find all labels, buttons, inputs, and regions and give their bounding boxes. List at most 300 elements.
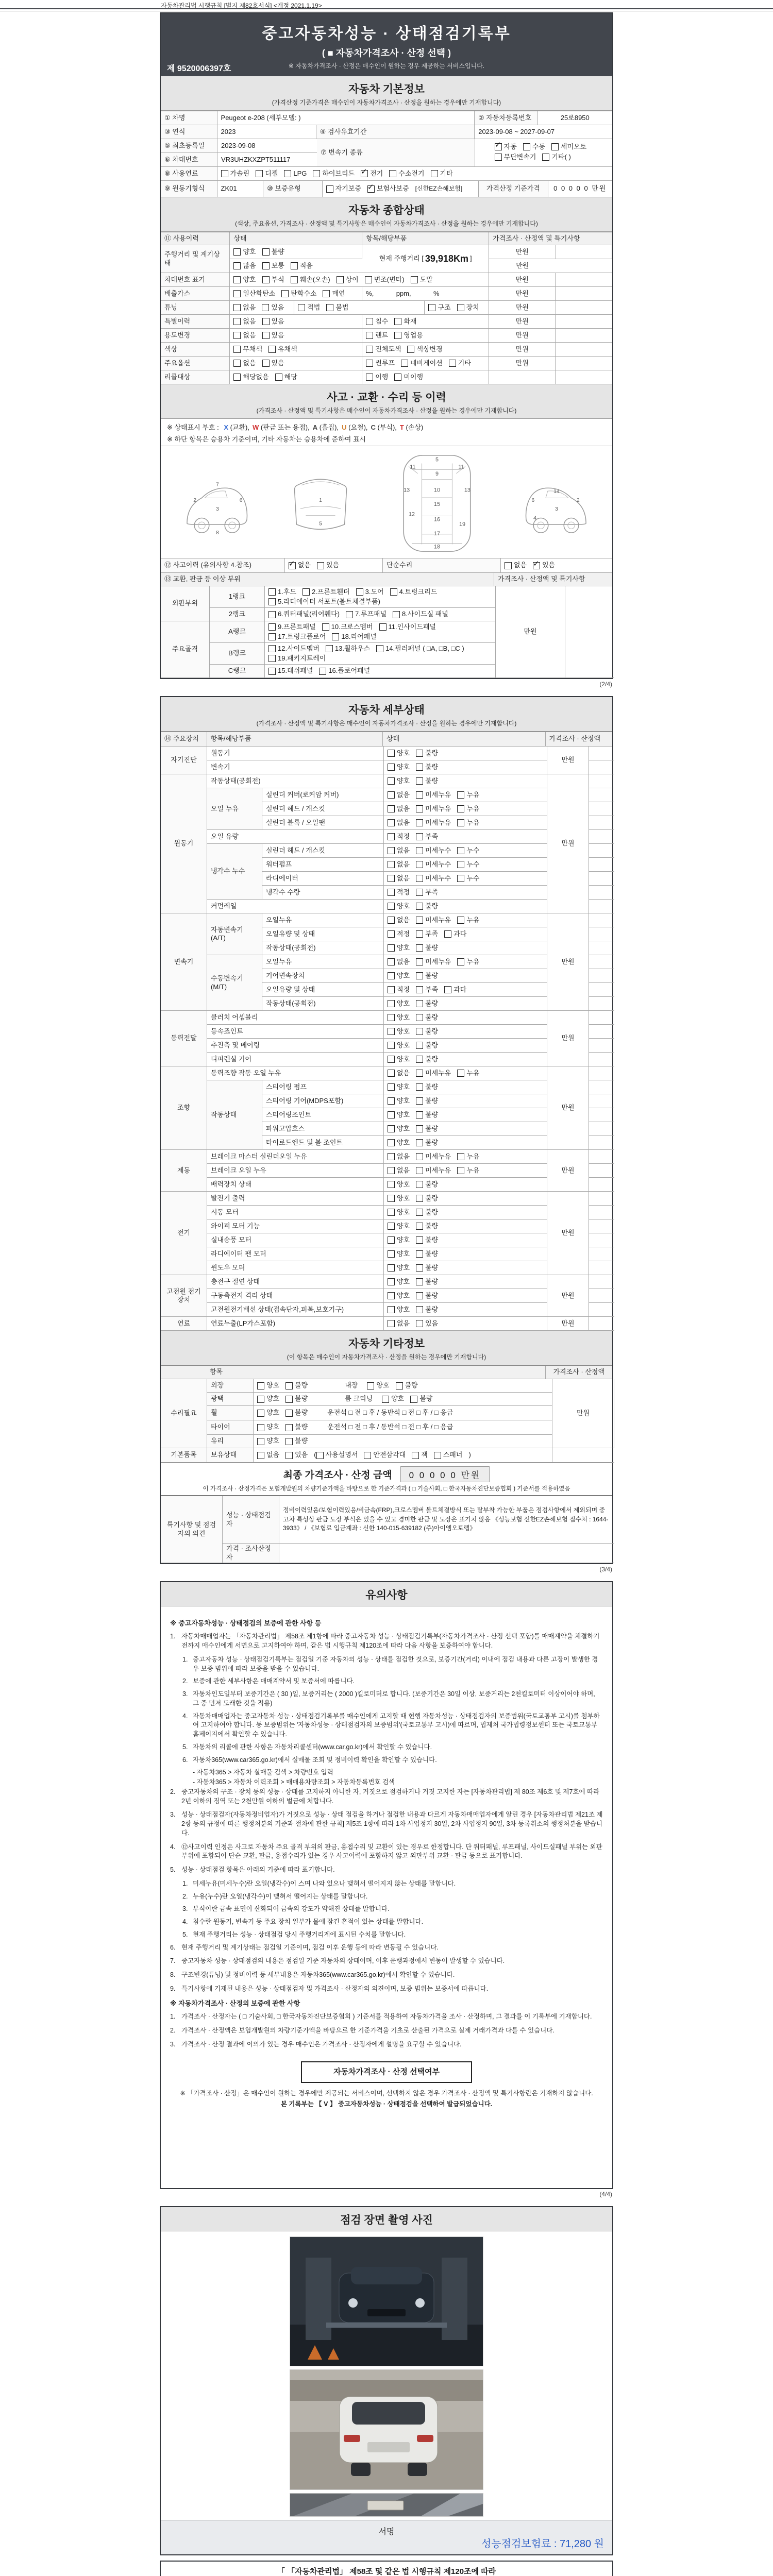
- checkbox-option[interactable]: [257, 1423, 279, 1431]
- checkbox[interactable]: [416, 861, 423, 868]
- checkbox[interactable]: [416, 1250, 423, 1258]
- checkbox[interactable]: [390, 588, 397, 596]
- checkbox-option[interactable]: [285, 1437, 308, 1445]
- checkbox-option[interactable]: [376, 645, 464, 653]
- checkbox[interactable]: [366, 360, 373, 367]
- checkbox[interactable]: [416, 958, 423, 965]
- checkbox[interactable]: [233, 332, 241, 339]
- checkbox-option[interactable]: [457, 860, 479, 869]
- checkbox[interactable]: [542, 154, 549, 161]
- checkbox-option[interactable]: [326, 303, 348, 312]
- checkbox-option[interactable]: [346, 610, 386, 618]
- checkbox[interactable]: [268, 598, 276, 605]
- checkbox-option[interactable]: [388, 1236, 410, 1244]
- checkbox[interactable]: [262, 332, 270, 339]
- checkbox[interactable]: [401, 360, 408, 367]
- checkbox[interactable]: [416, 777, 423, 785]
- checkbox[interactable]: [262, 276, 270, 283]
- checkbox[interactable]: [313, 170, 320, 177]
- checkbox[interactable]: [416, 1028, 423, 1035]
- checkbox[interactable]: [434, 1452, 441, 1459]
- checkbox-option[interactable]: [416, 805, 451, 813]
- checkbox[interactable]: [388, 1083, 395, 1091]
- checkbox[interactable]: [457, 304, 464, 311]
- checkbox[interactable]: [416, 1042, 423, 1049]
- checkbox-option[interactable]: [416, 1153, 451, 1161]
- checkbox[interactable]: [444, 930, 451, 938]
- checkbox[interactable]: [382, 1396, 389, 1403]
- checkbox-option[interactable]: [416, 1041, 438, 1049]
- checkbox[interactable]: [388, 764, 395, 771]
- checkbox-option[interactable]: [257, 1437, 279, 1445]
- checkbox-option[interactable]: [416, 777, 438, 785]
- checkbox-option[interactable]: [257, 1395, 279, 1403]
- checkbox[interactable]: [388, 1195, 395, 1202]
- checkbox[interactable]: [388, 1306, 395, 1313]
- checkbox-option[interactable]: [416, 1055, 438, 1063]
- checkbox[interactable]: [388, 1278, 395, 1285]
- checkbox[interactable]: [457, 917, 464, 924]
- checkbox[interactable]: [233, 276, 241, 283]
- checkbox[interactable]: [416, 1014, 423, 1021]
- checkbox-option[interactable]: [233, 359, 256, 367]
- checkbox-option[interactable]: [457, 846, 479, 855]
- checkbox-option[interactable]: [416, 1083, 438, 1091]
- checkbox-option[interactable]: [322, 623, 373, 631]
- checkbox-checked[interactable]: [367, 185, 375, 193]
- checkbox-option[interactable]: [388, 874, 410, 883]
- checkbox-option[interactable]: [388, 930, 410, 938]
- checkbox[interactable]: [268, 611, 276, 618]
- checkbox-option[interactable]: [262, 331, 284, 340]
- checkbox[interactable]: [275, 374, 282, 381]
- checkbox-option[interactable]: [416, 874, 451, 883]
- checkbox-option[interactable]: [388, 888, 410, 896]
- checkbox-option[interactable]: [388, 902, 410, 910]
- checkbox[interactable]: [416, 1056, 423, 1063]
- checkbox[interactable]: [221, 170, 228, 177]
- checkbox-option[interactable]: [361, 170, 383, 178]
- checkbox-option[interactable]: [388, 860, 410, 869]
- checkbox-option[interactable]: [388, 1027, 410, 1036]
- checkbox-option[interactable]: [457, 819, 479, 827]
- checkbox-option[interactable]: [416, 1125, 438, 1133]
- checkbox-option[interactable]: [281, 290, 316, 298]
- checkbox-option[interactable]: [388, 1139, 410, 1147]
- checkbox[interactable]: [388, 1111, 395, 1118]
- checkbox[interactable]: [291, 262, 298, 269]
- checkbox-option[interactable]: [416, 986, 438, 994]
- checkbox[interactable]: [388, 1125, 395, 1132]
- checkbox-option[interactable]: [444, 986, 466, 994]
- checkbox-option[interactable]: [268, 654, 326, 663]
- checkbox[interactable]: [388, 1042, 395, 1049]
- checkbox[interactable]: [388, 1223, 395, 1230]
- checkbox-option[interactable]: [457, 805, 479, 813]
- checkbox-option[interactable]: [388, 1125, 410, 1133]
- checkbox-option[interactable]: [388, 999, 410, 1008]
- checkbox-option[interactable]: [233, 303, 256, 312]
- checkbox[interactable]: [284, 170, 291, 177]
- checkbox[interactable]: [416, 1097, 423, 1105]
- checkbox-option[interactable]: [542, 153, 570, 161]
- checkbox[interactable]: [416, 1306, 423, 1313]
- checkbox-option[interactable]: [416, 791, 451, 799]
- checkbox[interactable]: [416, 917, 423, 924]
- checkbox[interactable]: [393, 611, 400, 618]
- checkbox-option[interactable]: [505, 561, 527, 569]
- checkbox[interactable]: [388, 833, 395, 840]
- checkbox[interactable]: [257, 1438, 264, 1445]
- checkbox[interactable]: [233, 290, 241, 297]
- checkbox-option[interactable]: [551, 143, 586, 151]
- checkbox-option[interactable]: [233, 317, 256, 326]
- checkbox-option[interactable]: [394, 317, 416, 326]
- checkbox-option[interactable]: [416, 846, 451, 855]
- checkbox-option[interactable]: [388, 846, 410, 855]
- checkbox-option[interactable]: [416, 1180, 438, 1189]
- checkbox-option[interactable]: [388, 1292, 410, 1300]
- checkbox-option[interactable]: [416, 1278, 438, 1286]
- checkbox[interactable]: [233, 318, 241, 325]
- checkbox-option[interactable]: [416, 1027, 438, 1036]
- checkbox-option[interactable]: [388, 916, 410, 924]
- checkbox-option[interactable]: [416, 1139, 438, 1147]
- checkbox[interactable]: [388, 819, 395, 826]
- checkbox-checked[interactable]: [289, 562, 296, 569]
- checkbox-option[interactable]: [262, 248, 284, 256]
- checkbox-option[interactable]: [388, 777, 410, 785]
- checkbox[interactable]: [388, 944, 395, 952]
- checkbox-option[interactable]: [319, 667, 370, 675]
- checkbox-option[interactable]: [326, 645, 370, 653]
- checkbox-option[interactable]: [284, 170, 307, 178]
- checkbox[interactable]: [389, 170, 396, 177]
- checkbox-option[interactable]: [268, 667, 313, 675]
- checkbox[interactable]: [268, 668, 276, 675]
- checkbox[interactable]: [233, 248, 241, 256]
- checkbox[interactable]: [388, 986, 395, 993]
- checkbox-option[interactable]: [388, 1306, 410, 1314]
- checkbox[interactable]: [416, 1195, 423, 1202]
- checkbox-option[interactable]: [388, 1208, 410, 1216]
- checkbox-option[interactable]: [416, 1194, 438, 1202]
- checkbox[interactable]: [388, 875, 395, 882]
- checkbox[interactable]: [388, 1070, 395, 1077]
- checkbox[interactable]: [444, 986, 451, 993]
- checkbox[interactable]: [416, 791, 423, 799]
- checkbox[interactable]: [457, 861, 464, 868]
- checkbox-option[interactable]: [233, 262, 256, 270]
- checkbox[interactable]: [285, 1424, 293, 1431]
- checkbox-option[interactable]: [364, 1451, 406, 1459]
- checkbox-option[interactable]: [367, 184, 409, 193]
- checkbox[interactable]: [416, 819, 423, 826]
- checkbox-option[interactable]: [416, 1306, 438, 1314]
- checkbox[interactable]: [388, 889, 395, 896]
- checkbox[interactable]: [394, 374, 401, 381]
- checkbox[interactable]: [416, 944, 423, 952]
- checkbox[interactable]: [298, 304, 305, 311]
- checkbox[interactable]: [268, 655, 276, 662]
- checkbox[interactable]: [356, 588, 363, 596]
- checkbox[interactable]: [416, 847, 423, 854]
- checkbox-option[interactable]: [388, 805, 410, 813]
- checkbox[interactable]: [257, 1396, 264, 1403]
- checkbox-option[interactable]: [416, 944, 438, 952]
- checkbox[interactable]: [281, 290, 289, 297]
- checkbox[interactable]: [416, 889, 423, 896]
- checkbox-option[interactable]: [523, 143, 545, 151]
- checkbox-option[interactable]: [434, 1451, 463, 1459]
- checkbox-option[interactable]: [388, 1153, 410, 1161]
- checkbox-option[interactable]: [416, 1319, 438, 1328]
- checkbox[interactable]: [388, 1153, 395, 1160]
- checkbox-option[interactable]: [388, 833, 410, 841]
- checkbox-option[interactable]: [416, 930, 438, 938]
- checkbox[interactable]: [505, 562, 512, 569]
- checkbox-option[interactable]: [268, 588, 296, 596]
- checkbox-option[interactable]: [457, 958, 479, 966]
- checkbox[interactable]: [416, 750, 423, 757]
- checkbox-option[interactable]: [316, 1451, 358, 1459]
- checkbox-option[interactable]: [388, 1041, 410, 1049]
- checkbox[interactable]: [416, 833, 423, 840]
- checkbox-option[interactable]: [365, 276, 405, 284]
- checkbox-option[interactable]: [323, 290, 345, 298]
- checkbox-option[interactable]: [388, 819, 410, 827]
- checkbox-option[interactable]: [382, 1395, 404, 1403]
- checkbox-option[interactable]: [388, 1222, 410, 1230]
- checkbox[interactable]: [364, 1452, 371, 1459]
- checkbox-option[interactable]: [257, 1451, 279, 1459]
- checkbox-option[interactable]: [394, 331, 423, 340]
- checkbox[interactable]: [388, 1236, 395, 1244]
- checkbox-option[interactable]: [416, 916, 451, 924]
- checkbox-option[interactable]: [412, 1451, 428, 1459]
- checkbox[interactable]: [416, 1083, 423, 1091]
- checkbox-option[interactable]: [393, 610, 448, 618]
- checkbox-checked[interactable]: [495, 143, 502, 150]
- checkbox-option[interactable]: [268, 623, 316, 631]
- checkbox[interactable]: [388, 1292, 395, 1299]
- checkbox-option[interactable]: [233, 331, 256, 340]
- checkbox[interactable]: [394, 332, 401, 339]
- checkbox[interactable]: [388, 1209, 395, 1216]
- checkbox-option[interactable]: [366, 317, 388, 326]
- checkbox-option[interactable]: [233, 276, 256, 284]
- checkbox[interactable]: [326, 185, 333, 193]
- checkbox[interactable]: [366, 318, 373, 325]
- checkbox-option[interactable]: [457, 1069, 479, 1077]
- checkbox-option[interactable]: [388, 1250, 410, 1258]
- checkbox-option[interactable]: [313, 170, 355, 178]
- checkbox[interactable]: [551, 143, 559, 150]
- checkbox-option[interactable]: [332, 633, 376, 641]
- checkbox-option[interactable]: [326, 184, 361, 193]
- checkbox[interactable]: [431, 170, 438, 177]
- checkbox[interactable]: [326, 645, 333, 652]
- checkbox[interactable]: [366, 374, 373, 381]
- checkbox[interactable]: [416, 1320, 423, 1327]
- checkbox[interactable]: [262, 248, 270, 256]
- checkbox-option[interactable]: [275, 373, 297, 381]
- checkbox-option[interactable]: [444, 930, 466, 938]
- checkbox[interactable]: [268, 346, 276, 353]
- checkbox[interactable]: [388, 861, 395, 868]
- checkbox-option[interactable]: [401, 359, 443, 367]
- checkbox[interactable]: [428, 304, 435, 311]
- checkbox-option[interactable]: [416, 1222, 438, 1230]
- checkbox[interactable]: [388, 847, 395, 854]
- checkbox-option[interactable]: [416, 1264, 438, 1272]
- checkbox[interactable]: [366, 346, 373, 353]
- checkbox[interactable]: [388, 1167, 395, 1174]
- checkbox-option[interactable]: [416, 999, 438, 1008]
- checkbox[interactable]: [457, 819, 464, 826]
- checkbox-option[interactable]: [291, 276, 330, 284]
- checkbox[interactable]: [285, 1410, 293, 1417]
- checkbox[interactable]: [457, 958, 464, 965]
- checkbox-option[interactable]: [285, 1451, 308, 1459]
- checkbox[interactable]: [457, 1070, 464, 1077]
- checkbox[interactable]: [457, 1153, 464, 1160]
- checkbox[interactable]: [388, 903, 395, 910]
- checkbox[interactable]: [257, 1382, 264, 1389]
- checkbox-option[interactable]: [268, 345, 297, 353]
- checkbox-option[interactable]: [388, 972, 410, 980]
- checkbox[interactable]: [388, 1028, 395, 1035]
- checkbox[interactable]: [285, 1396, 293, 1403]
- checkbox[interactable]: [285, 1452, 293, 1459]
- checkbox[interactable]: [268, 633, 276, 640]
- checkbox[interactable]: [262, 318, 270, 325]
- checkbox-option[interactable]: [416, 902, 438, 910]
- checkbox[interactable]: [388, 1139, 395, 1146]
- checkbox-option[interactable]: [388, 791, 410, 799]
- checkbox-option[interactable]: [285, 1381, 308, 1389]
- checkbox-option[interactable]: [256, 170, 278, 178]
- checkbox-option[interactable]: [388, 944, 410, 952]
- checkbox-option[interactable]: [388, 1111, 410, 1119]
- checkbox-option[interactable]: [388, 1069, 410, 1077]
- checkbox[interactable]: [416, 1153, 423, 1160]
- checkbox-option[interactable]: [233, 290, 275, 298]
- checkbox-option[interactable]: [268, 598, 380, 606]
- checkbox[interactable]: [332, 633, 339, 640]
- checkbox[interactable]: [256, 170, 263, 177]
- checkbox-option[interactable]: [303, 588, 350, 596]
- checkbox-option[interactable]: [233, 373, 268, 381]
- checkbox-option[interactable]: [262, 262, 284, 270]
- checkbox[interactable]: [416, 1125, 423, 1132]
- checkbox[interactable]: [257, 1410, 264, 1417]
- checkbox-option[interactable]: [416, 819, 451, 827]
- checkbox-option[interactable]: [416, 1069, 451, 1077]
- checkbox-option[interactable]: [285, 1395, 308, 1403]
- checkbox-option[interactable]: [457, 916, 479, 924]
- checkbox[interactable]: [379, 623, 386, 631]
- checkbox-option[interactable]: [221, 170, 250, 178]
- checkbox[interactable]: [416, 1264, 423, 1272]
- checkbox[interactable]: [416, 1139, 423, 1146]
- checkbox[interactable]: [257, 1452, 264, 1459]
- checkbox-option[interactable]: [457, 1166, 479, 1175]
- checkbox-option[interactable]: [388, 1194, 410, 1202]
- checkbox[interactable]: [457, 805, 464, 812]
- checkbox[interactable]: [388, 930, 395, 938]
- checkbox-option[interactable]: [416, 860, 451, 869]
- checkbox[interactable]: [449, 360, 456, 367]
- checkbox-option[interactable]: [416, 972, 438, 980]
- checkbox[interactable]: [495, 154, 502, 161]
- checkbox[interactable]: [268, 645, 276, 652]
- checkbox[interactable]: [416, 1181, 423, 1188]
- checkbox-option[interactable]: [428, 303, 450, 312]
- checkbox[interactable]: [416, 764, 423, 771]
- checkbox[interactable]: [346, 611, 353, 618]
- checkbox-option[interactable]: [416, 1292, 438, 1300]
- checkbox-option[interactable]: [388, 1319, 410, 1328]
- checkbox-option[interactable]: [367, 1381, 389, 1389]
- checkbox-option[interactable]: [411, 276, 433, 284]
- checkbox[interactable]: [416, 1000, 423, 1007]
- checkbox-option[interactable]: [416, 749, 438, 757]
- checkbox-option[interactable]: [416, 958, 451, 966]
- checkbox-checked[interactable]: [533, 562, 540, 569]
- checkbox-option[interactable]: [416, 763, 438, 771]
- checkbox-option[interactable]: [257, 1381, 279, 1389]
- checkbox[interactable]: [262, 360, 270, 367]
- checkbox[interactable]: [388, 1320, 395, 1327]
- checkbox-option[interactable]: [388, 749, 410, 757]
- checkbox-option[interactable]: [262, 303, 284, 312]
- checkbox[interactable]: [365, 276, 372, 283]
- checkbox[interactable]: [268, 588, 276, 596]
- checkbox[interactable]: [233, 262, 241, 269]
- checkbox[interactable]: [416, 875, 423, 882]
- checkbox-option[interactable]: [457, 874, 479, 883]
- checkbox[interactable]: [367, 1382, 374, 1389]
- checkbox[interactable]: [416, 1292, 423, 1299]
- checkbox[interactable]: [388, 958, 395, 965]
- checkbox[interactable]: [416, 986, 423, 993]
- checkbox[interactable]: [457, 1167, 464, 1174]
- checkbox-option[interactable]: [457, 791, 479, 799]
- checkbox[interactable]: [416, 1111, 423, 1118]
- checkbox-option[interactable]: [233, 345, 262, 353]
- checkbox-option[interactable]: [416, 1166, 451, 1175]
- checkbox[interactable]: [410, 1396, 417, 1403]
- checkbox[interactable]: [388, 1014, 395, 1021]
- checkbox-option[interactable]: [268, 645, 320, 653]
- checkbox-option[interactable]: [416, 888, 438, 896]
- checkbox-option[interactable]: [388, 1180, 410, 1189]
- checkbox[interactable]: [388, 750, 395, 757]
- checkbox[interactable]: [388, 791, 395, 799]
- checkbox-option[interactable]: [431, 170, 453, 178]
- checkbox[interactable]: [416, 1167, 423, 1174]
- checkbox-option[interactable]: [410, 1395, 432, 1403]
- checkbox-option[interactable]: [416, 1250, 438, 1258]
- checkbox[interactable]: [388, 1181, 395, 1188]
- checkbox-option[interactable]: [289, 561, 311, 569]
- checkbox-option[interactable]: [257, 1409, 279, 1417]
- checkbox-option[interactable]: [495, 143, 517, 151]
- checkbox-option[interactable]: [416, 1013, 438, 1022]
- checkbox[interactable]: [388, 777, 395, 785]
- checkbox-option[interactable]: [389, 170, 424, 178]
